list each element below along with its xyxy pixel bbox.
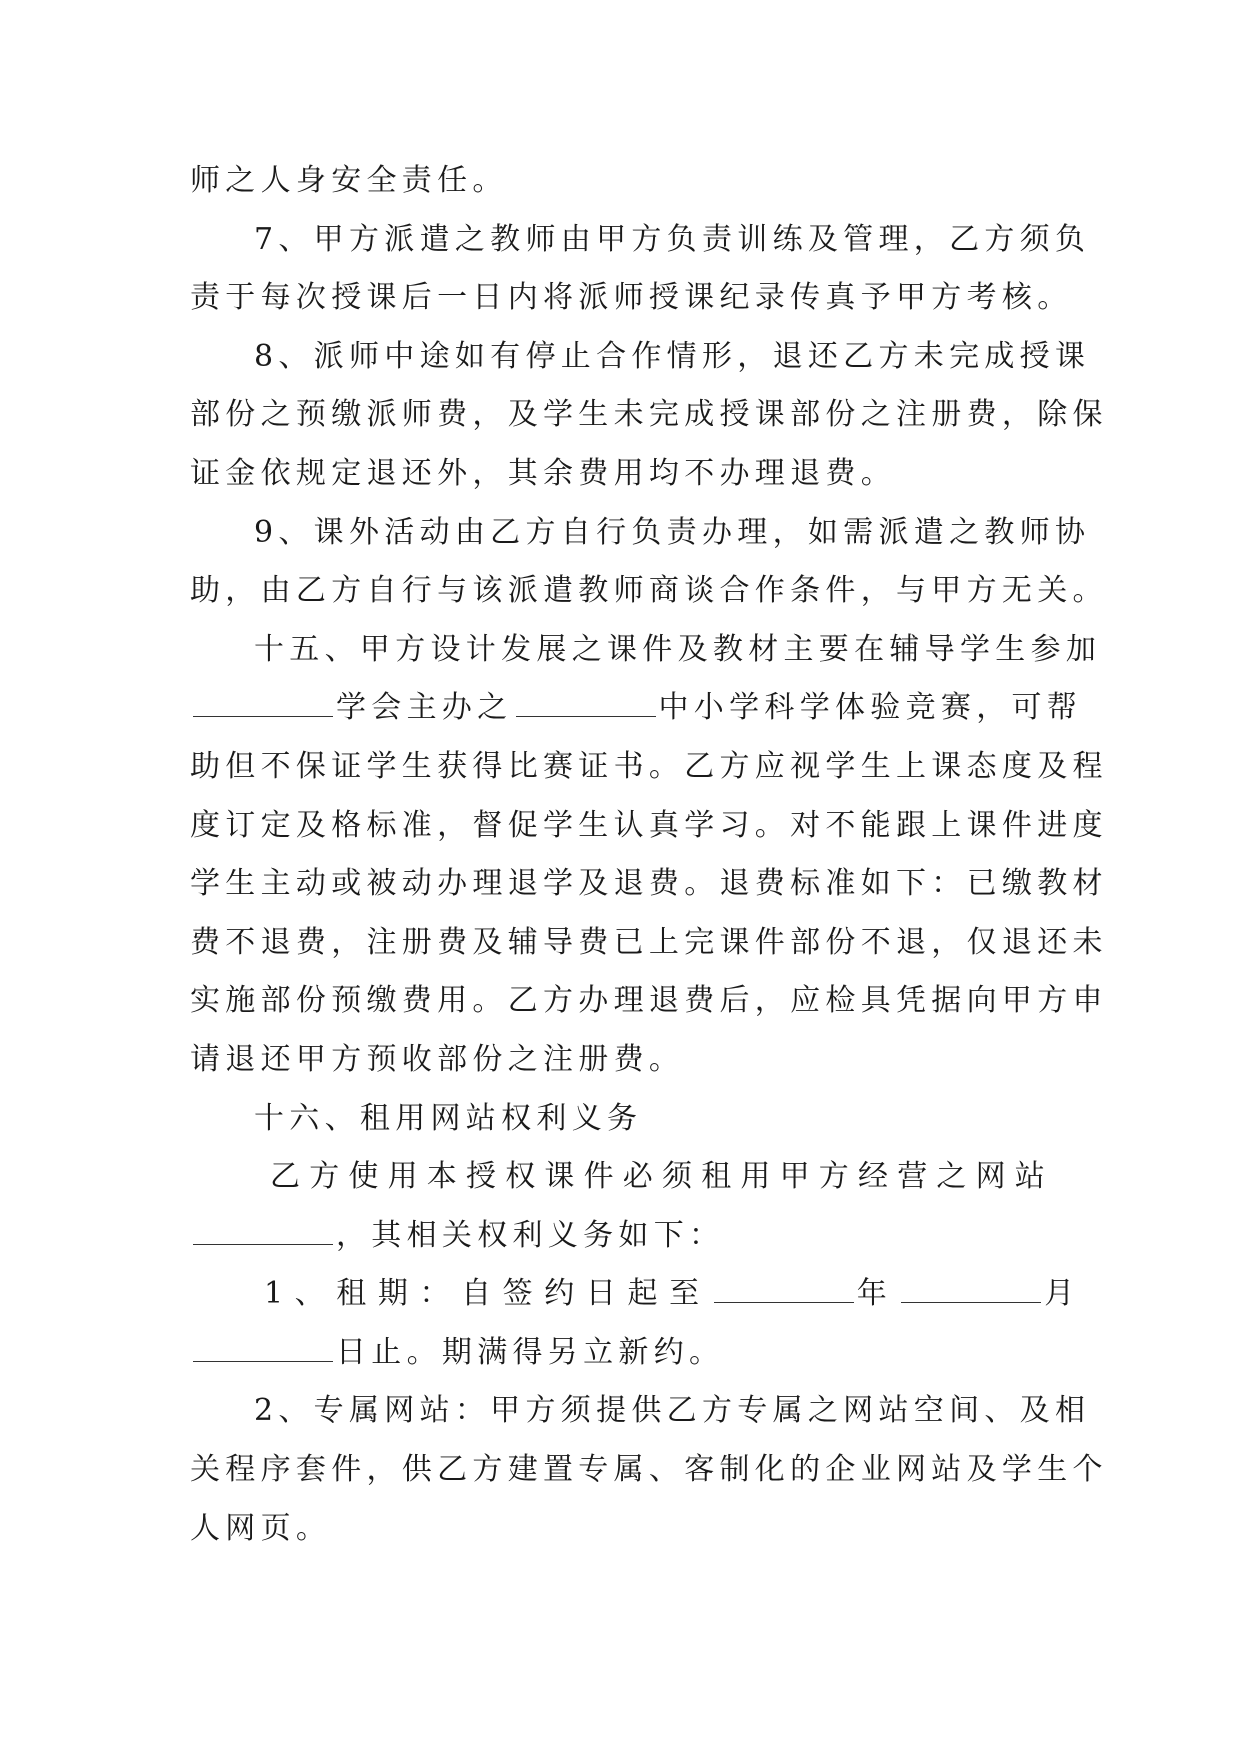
- text-line: 度订定及格标准，督促学生认真学习。对不能跟上课件进度: [190, 807, 1108, 843]
- text-fragment: 学会主办之: [336, 690, 513, 726]
- text-fragment: 日止。期满得另立新约。: [336, 1334, 725, 1370]
- clause-9-line: 9、课外活动由乙方自行负责办理，如需派遣之教师协: [254, 514, 1091, 550]
- blank-underline: [714, 1301, 854, 1303]
- text-line: 师之人身安全责任。: [190, 163, 508, 198]
- clause-7-line: 7、甲方派遣之教师由甲方负责训练及管理，乙方须负: [254, 221, 1091, 257]
- blank-underline: [901, 1301, 1041, 1303]
- text-line: 乙方使用本授权课件必须租用甲方经营之网站: [270, 1159, 1054, 1195]
- blank-underline: [193, 715, 333, 717]
- clause-8-line: 8、派师中途如有停止合作情形，退还乙方未完成授课: [254, 338, 1091, 374]
- blank-fill-line: [190, 1324, 1055, 1383]
- blank-underline: [193, 1360, 333, 1362]
- text-line: 助，由乙方自行与该派遣教师商谈合作条件，与甲方无关。: [190, 573, 1108, 609]
- text-fragment: 月: [1044, 1276, 1086, 1312]
- blank-underline: [193, 1243, 333, 1245]
- text-fragment: ，其相关权利义务如下：: [336, 1217, 725, 1253]
- text-line: 责于每次授课后一日内将派师授课纪录传真予甲方考核。: [190, 280, 1073, 316]
- text-line: 助但不保证学生获得比赛证书。乙方应视学生上课态度及程: [190, 748, 1108, 784]
- term-line: [190, 1265, 1086, 1324]
- text-fragment: 1、租期：自签约日起至: [264, 1276, 711, 1312]
- section-16-heading: 十六、租用网站权利义务: [254, 1100, 643, 1136]
- section-15-line: 十五、甲方设计发展之课件及教材主要在辅导学生参加: [254, 631, 1102, 667]
- text-line: 部份之预缴派师费，及学生未完成授课部份之注册费，除保: [190, 397, 1108, 433]
- text-line: 证金依规定退还外，其余费用均不办理退费。: [190, 455, 896, 491]
- text-line: 人网页。: [190, 1510, 332, 1546]
- contract-body: [190, 152, 1108, 1558]
- text-line: 2、专属网站：甲方须提供乙方专属之网站空间、及相: [254, 1393, 1091, 1429]
- text-line: 费不退费，注册费及辅导费已上完课件部份不退，仅退还未: [190, 924, 1108, 960]
- blank-fill-line: [190, 1207, 1055, 1266]
- text-fragment: 年: [856, 1276, 899, 1312]
- blank-fill-line: [190, 679, 1083, 738]
- text-line: 请退还甲方预收部份之注册费。: [190, 1041, 685, 1077]
- text-fragment: 中小学科学体验竞赛，可帮: [658, 690, 1083, 726]
- text-line: 实施部份预缴费用。乙方办理退费后，应检具凭据向甲方申: [190, 983, 1108, 1019]
- blank-underline: [516, 715, 656, 717]
- text-line: 关程序套件，供乙方建置专属、客制化的企业网站及学生个: [190, 1452, 1108, 1488]
- text-line: 学生主动或被动办理退学及退费。退费标准如下：已缴教材: [190, 866, 1108, 902]
